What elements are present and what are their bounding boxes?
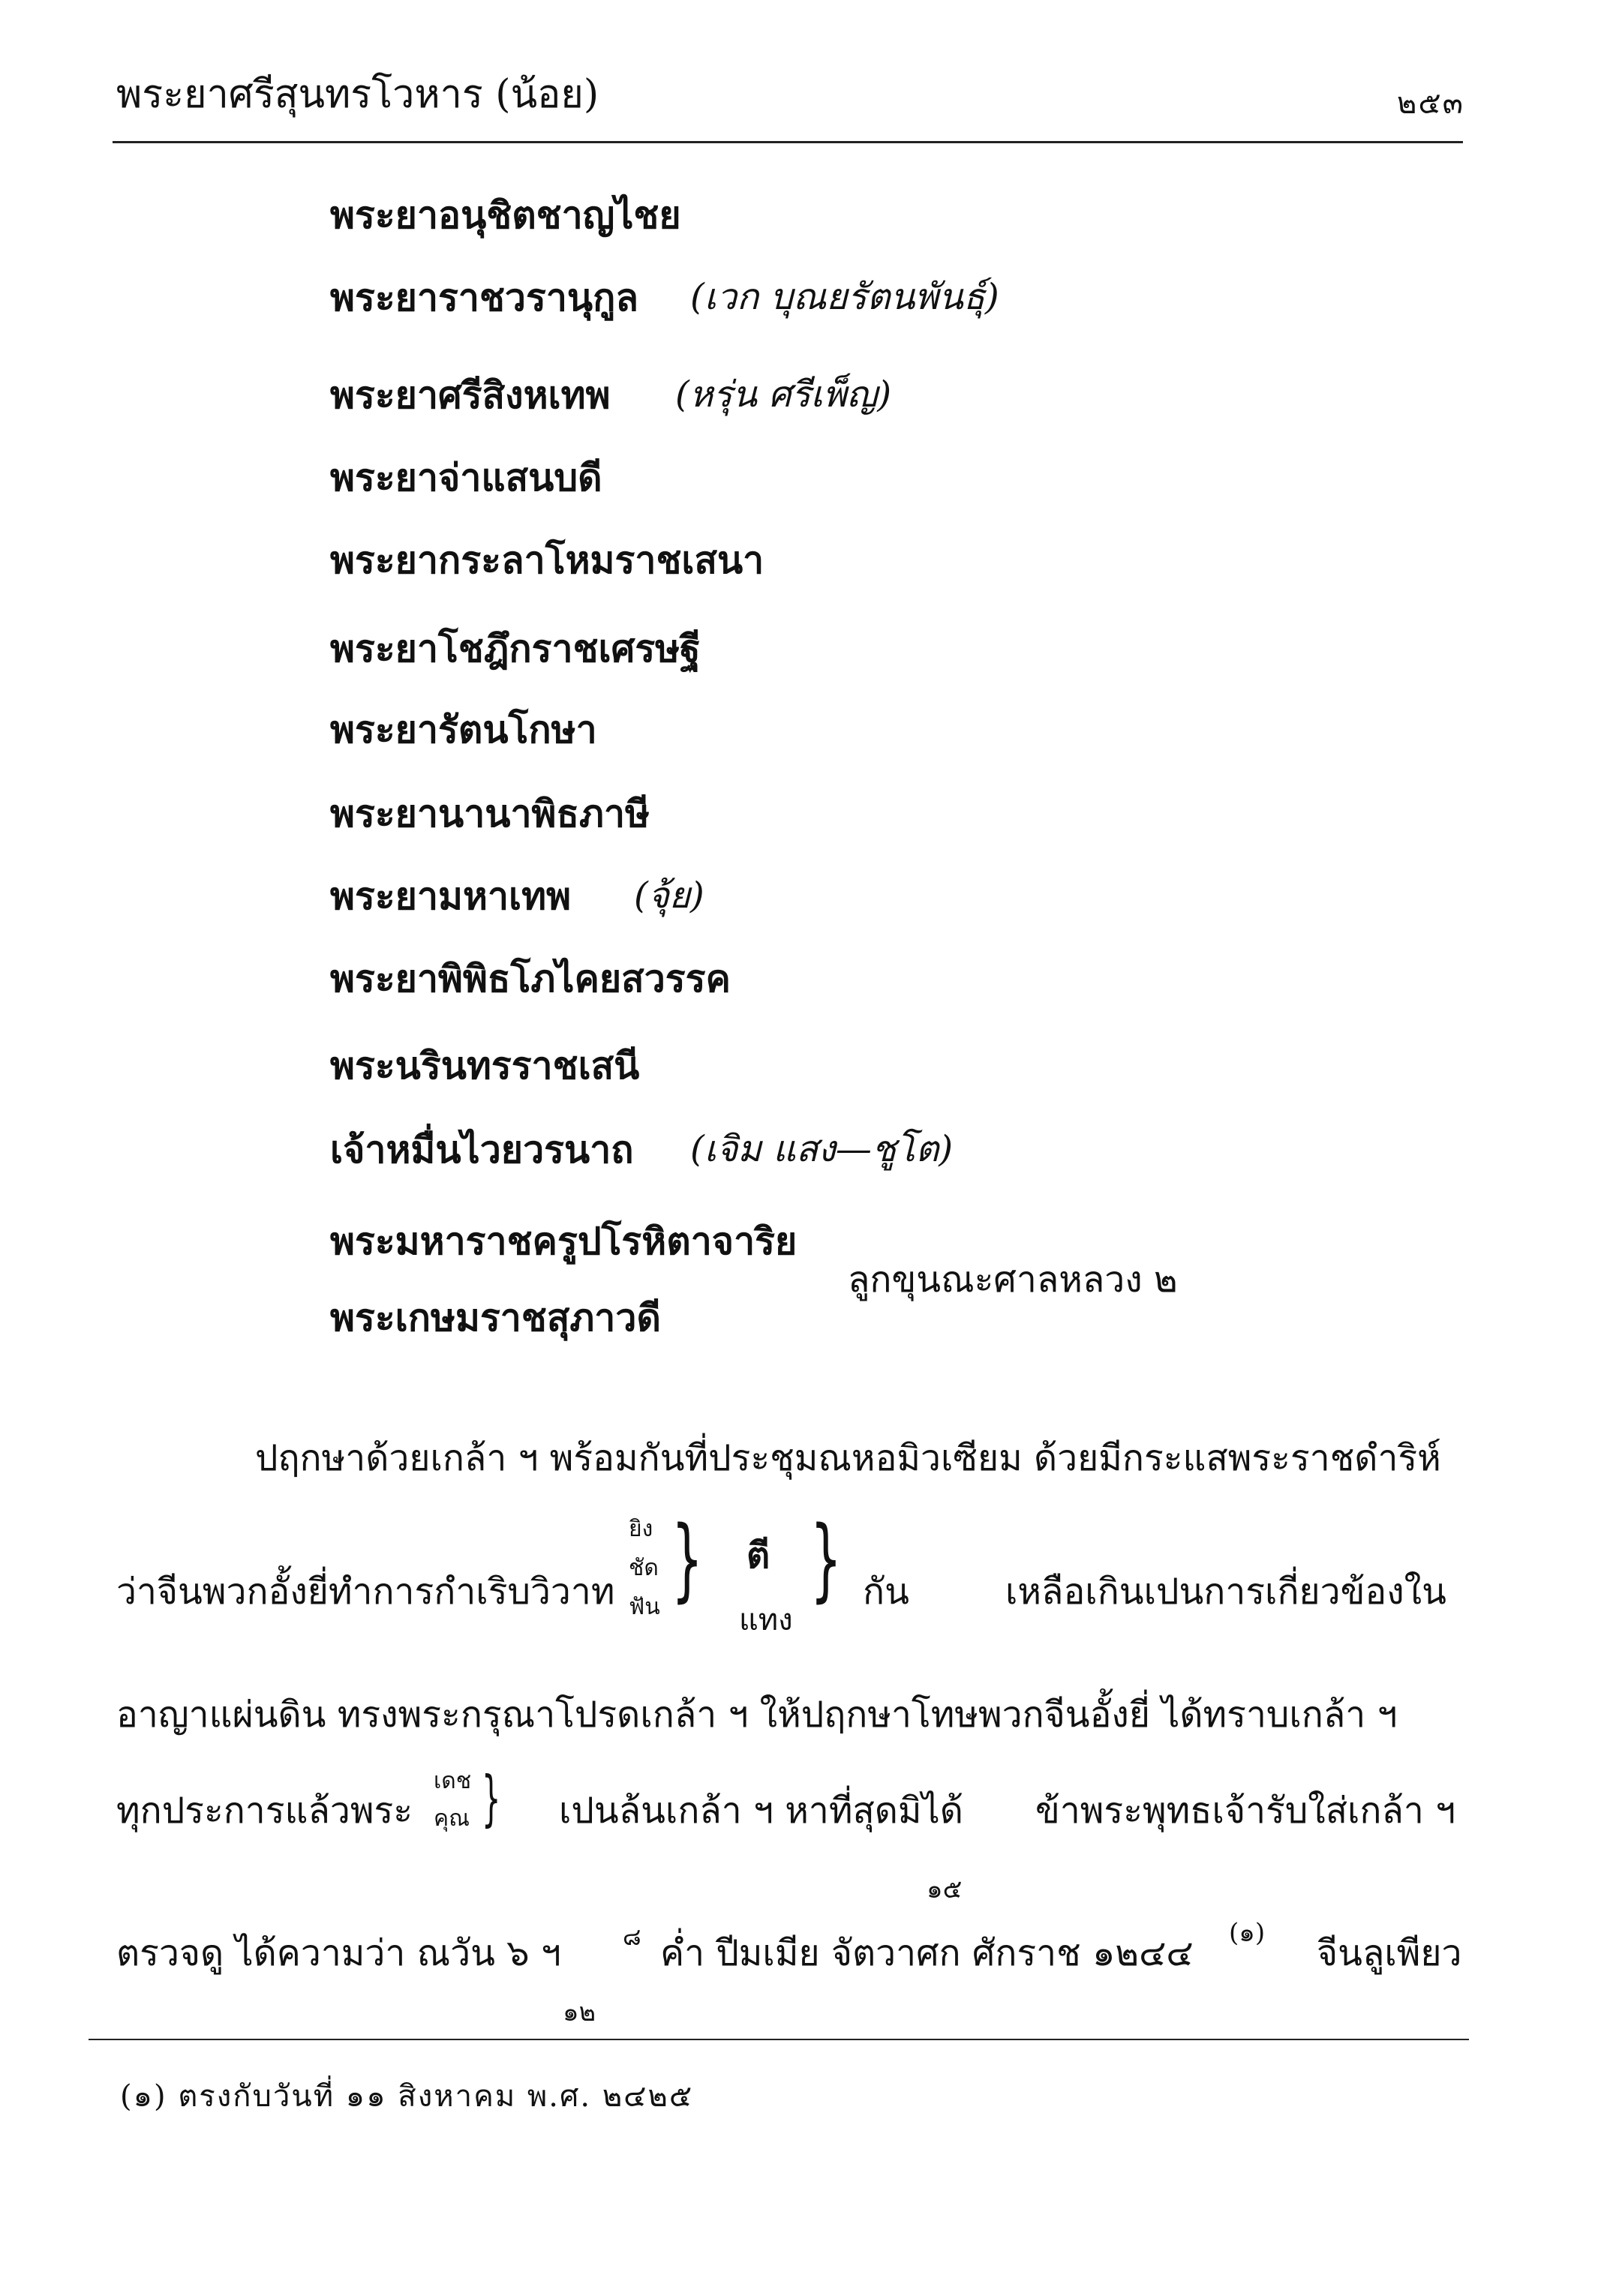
paragraph-line: เหลือเกินเปนการเกี่ยวข้องใน bbox=[1005, 1571, 1446, 1613]
option-word: ฟัน bbox=[629, 1594, 660, 1620]
list-item-name: พระยามหาเทพ bbox=[330, 874, 572, 918]
brace-glyph: } bbox=[810, 1508, 842, 1612]
list-item-name: พระเกษมราชสุภาวดี bbox=[330, 1295, 661, 1340]
page-header-title: พระยาศรีสุนทรโวหาร (น้อย) bbox=[116, 72, 599, 117]
list-item-name: พระยาจ่าแสนบดี bbox=[330, 455, 602, 500]
paragraph-word: กัน bbox=[863, 1571, 909, 1613]
option-word: แทง bbox=[739, 1603, 793, 1637]
paragraph-line: ทุกประการแล้วพระ bbox=[116, 1790, 413, 1832]
list-item-note: (เวก บุณยรัตนพันธุ์) bbox=[690, 276, 999, 318]
paragraph-line: ปฤกษาด้วยเกล้า ฯ พร้อมกันที่ประชุมณหอมิวเซียม ด้วยมีกระแสพระราชดำริห์ bbox=[255, 1437, 1441, 1479]
paragraph-line: อาญาแผ่นดิน ทรงพระกรุณาโปรดเกล้า ฯ ให้ปฤกษาโทษพวกจีนอั้งยี่ ได้ทราบเกล้า ฯ bbox=[116, 1694, 1398, 1736]
date-mark: ๑๒ bbox=[563, 1997, 596, 2027]
option-word: เดช bbox=[434, 1768, 472, 1794]
group-note: ลูกขุนณะศาลหลวง ๒ bbox=[848, 1259, 1178, 1301]
date-mark: ๘ bbox=[623, 1922, 641, 1951]
list-item-name: พระมหาราชครูปโรหิตาจาริย bbox=[330, 1219, 797, 1263]
paragraph-line: เปนล้นเกล้า ฯ หาที่สุดมิได้ bbox=[559, 1790, 963, 1832]
paragraph-line: ข้าพระพุทธเจ้ารับใส่เกล้า ฯ bbox=[1035, 1790, 1456, 1832]
list-item-name: พระยารัตนโกษา bbox=[330, 707, 597, 752]
brace-glyph: } bbox=[671, 1508, 703, 1612]
list-item-name: พระยาอนุชิตชาญไชย bbox=[330, 193, 681, 237]
option-word: คุณ bbox=[434, 1805, 470, 1832]
footnote-rule bbox=[89, 2039, 1469, 2040]
list-item-name: พระยาศรีสิงหเทพ bbox=[330, 373, 611, 417]
footnote-ref: (๑) bbox=[1229, 1918, 1266, 1948]
paragraph-line: จีนลูเพียว bbox=[1317, 1932, 1462, 1974]
list-item-name: พระยาพิพิธโภไคยสวรรค bbox=[330, 956, 731, 1001]
list-item-name: พระยากระลาโหมราชเสนา bbox=[330, 538, 764, 582]
header-rule bbox=[113, 141, 1463, 143]
list-item-note: (หรุ่น ศรีเพ็ญ) bbox=[675, 374, 892, 416]
footnote: (๑) ตรงกับวันที่ ๑๑ สิงหาคม พ.ศ. ๒๔๒๕ bbox=[120, 2079, 694, 2114]
list-item-name: พระนรินทรราชเสนี bbox=[330, 1043, 640, 1088]
option-word: ชัด bbox=[629, 1555, 659, 1581]
option-word: ตี bbox=[746, 1535, 770, 1577]
page-number: ๒๕๓ bbox=[1397, 86, 1464, 121]
list-item-name: เจ้าหมื่นไวยวรนาถ bbox=[330, 1127, 634, 1172]
list-item-name: พระยาโชฎึกราชเศรษฐี bbox=[330, 626, 701, 671]
option-word: ยิง bbox=[629, 1516, 653, 1542]
list-item-name: พระยานานาพิธภาษี bbox=[330, 791, 650, 836]
paragraph-line: ตรวจดู ได้ความว่า ณวัน ๖ ฯ bbox=[116, 1932, 561, 1974]
paragraph-line: ค่ำ ปีมเมีย จัตวาศก ศักราช ๑๒๔๔ bbox=[660, 1932, 1194, 1974]
list-item-note: (จุ้ย) bbox=[634, 875, 704, 917]
brace-glyph: } bbox=[482, 1763, 501, 1833]
date-mark: ๑๕ bbox=[927, 1874, 963, 1904]
list-item-name: พระยาราชวรานุกูล bbox=[330, 275, 639, 320]
list-item-note: (เจิม แสง—ชูโต) bbox=[690, 1128, 954, 1170]
paragraph-line: ว่าจีนพวกอั้งยี่ทำการกำเริบวิวาท bbox=[116, 1571, 615, 1613]
